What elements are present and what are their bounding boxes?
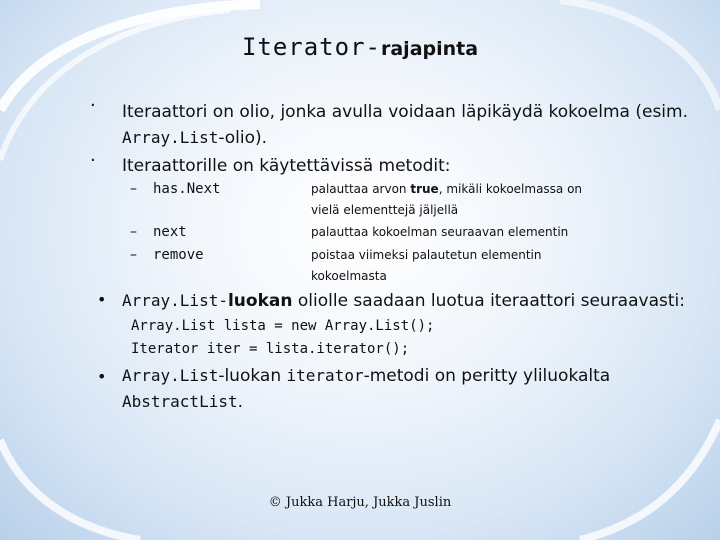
method-1-desc-line-1 — [311, 179, 611, 200]
method-2-name: next — [153, 224, 187, 240]
bullet-dot: · — [90, 150, 96, 171]
bullet-4-code-1: Array.List — [122, 366, 219, 385]
title-sans-part: rajapinta — [380, 38, 479, 60]
bullet-4-text-2: -metodi on peritty yliluokalta — [363, 366, 611, 386]
bullet-4-text — [122, 363, 692, 415]
bullet-4-code-2: iterator — [286, 366, 364, 385]
footer-copyright: © Jukka Harju, Jukka Juslin — [268, 495, 452, 510]
method-1-desc-post: , mikäli kokoelmassa on — [438, 182, 583, 196]
bullet-1-line-2 — [122, 125, 692, 151]
method-1-desc-bold: true — [410, 182, 439, 196]
method-3-desc-line-1: poistaa viimeksi palautetun elementin — [311, 248, 542, 262]
bullet-dot: • — [97, 290, 107, 309]
bullet-4-text-3: . — [237, 392, 243, 412]
method-1-desc-pre: palauttaa arvon — [311, 182, 411, 196]
bullet-dot: · — [90, 95, 96, 116]
code-line-2: Iterator iter = lista.iterator(); — [131, 341, 410, 357]
method-3-dash: – — [130, 247, 137, 263]
bullet-1-text — [122, 99, 692, 151]
code-line-1: Array.List lista = new Array.List(); — [131, 318, 435, 334]
method-1-desc — [311, 179, 611, 221]
bullet-3-code: Array.List- — [122, 291, 228, 310]
method-3-name: remove — [153, 247, 204, 263]
method-1-name: has.Next — [153, 181, 221, 197]
method-3-desc — [311, 245, 611, 287]
bullet-3-bold: luokan — [227, 291, 293, 311]
bullet-3-rest: oliolle saadaan luotua iteraattori seuraavasti: — [292, 291, 685, 311]
title-mono-part: Iterator- — [241, 33, 381, 61]
bullet-1-line-1: Iteraattori on olio, jonka avulla voidaan läpikäydä kokoelma (esim. — [122, 102, 688, 122]
bullet-1-rest: -olio). — [218, 128, 268, 148]
bullet-dot: • — [97, 367, 107, 386]
page-title — [0, 30, 720, 66]
method-1-desc-line-2: vielä elementtejä jäljellä — [311, 203, 459, 217]
method-3-desc-line-2: kokoelmasta — [311, 269, 387, 283]
bullet-1-code: Array.List — [122, 128, 219, 147]
bullet-4-code-3: AbstractList — [122, 392, 238, 411]
bullet-4-text-1: -luokan — [218, 366, 287, 386]
bullet-2-text: Iteraattorille on käytettävissä metodit: — [122, 156, 451, 176]
bullet-4-line-1 — [122, 363, 692, 389]
bullet-3-text — [122, 288, 692, 314]
bullet-4-line-2 — [122, 389, 692, 415]
method-1-dash: – — [130, 181, 137, 197]
method-2-desc: palauttaa kokoelman seuraavan elementin — [311, 225, 569, 239]
method-2-dash: – — [130, 224, 137, 240]
